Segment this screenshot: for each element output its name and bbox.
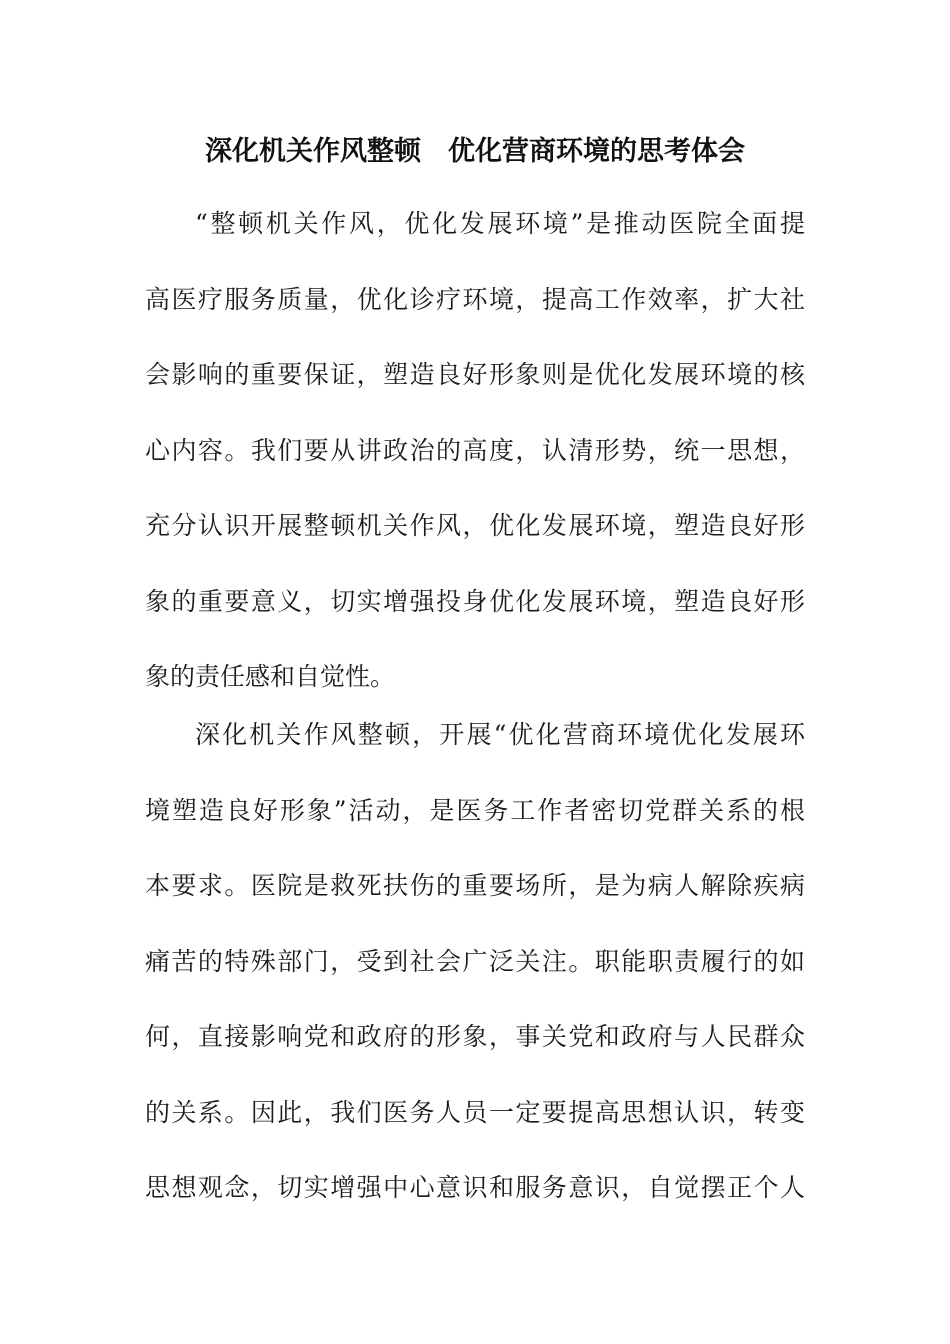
document-title: 深化机关作风整顿 优化营商环境的思考体会 (205, 136, 745, 167)
paragraph-line: 深化机关作风整顿，开展“优化营商环境优化发展环 (195, 720, 805, 749)
paragraph-line: “整顿机关作风，优化发展环境”是推动医院全面提 (195, 209, 805, 238)
paragraph-line: 象的责任感和自觉性。 (145, 662, 396, 691)
paragraph-2 (145, 715, 805, 1244)
paragraph-line: 充分认识开展整顿机关作风，优化发展环境，塑造良好形 (145, 511, 805, 540)
paragraph-line: 思想观念，切实增强中心意识和服务意识，自觉摆正个人 (145, 1173, 805, 1202)
paragraph-line: 本要求。医院是救死扶伤的重要场所，是为病人解除疾病 (145, 871, 805, 900)
paragraph-line: 象的重要意义，切实增强投身优化发展环境，塑造良好形 (145, 586, 805, 616)
paragraph-line: 会影响的重要保证，塑造良好形象则是优化发展环境的核 (145, 360, 805, 389)
paragraph-line: 痛苦的特殊部门，受到社会广泛关注。职能职责履行的如 (145, 946, 805, 976)
paragraph-line: 高医疗服务质量，优化诊疗环境，提高工作效率，扩大社 (145, 284, 805, 314)
paragraph-line: 心内容。我们要从讲政治的高度，认清形势，统一思想， (145, 435, 805, 465)
paragraph-line: 何，直接影响党和政府的形象，事关党和政府与人民群众 (145, 1022, 805, 1051)
paragraph-line: 境塑造良好形象”活动，是医务工作者密切党群关系的根 (145, 795, 805, 825)
paragraph-1 (145, 204, 805, 733)
paragraph-line: 的关系。因此，我们医务人员一定要提高思想认识，转变 (145, 1097, 805, 1127)
